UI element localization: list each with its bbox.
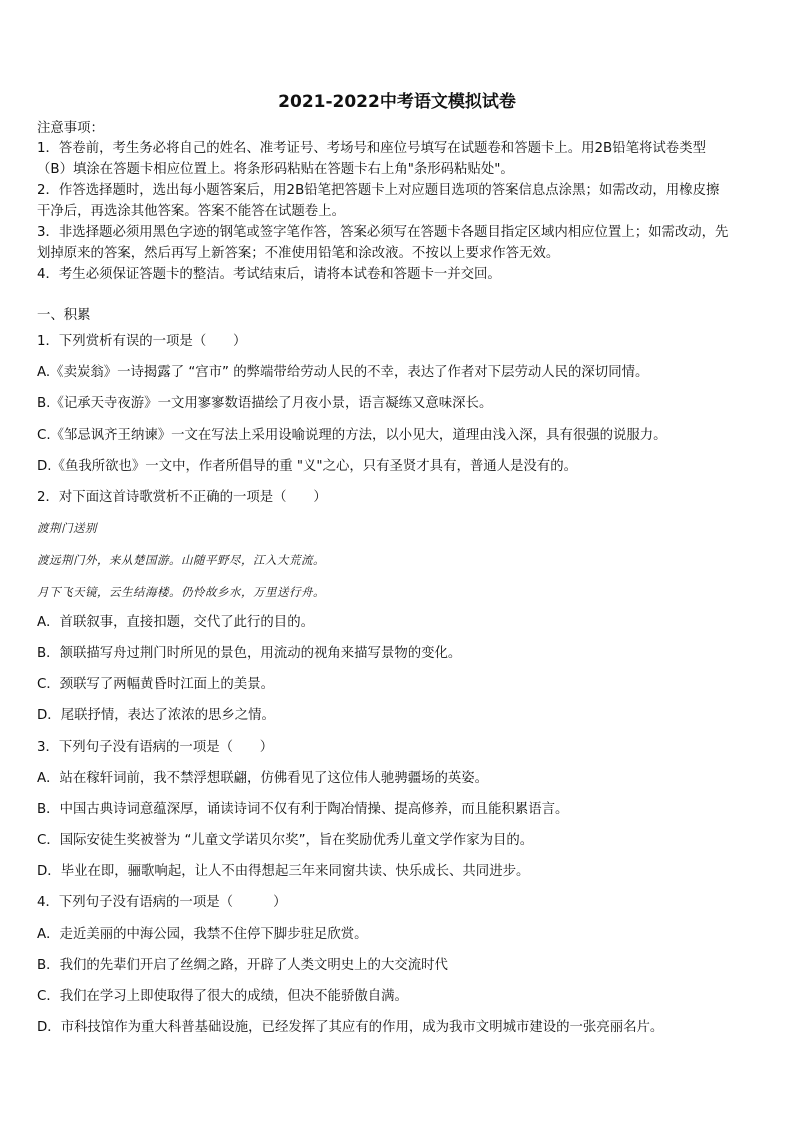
notice-line: 干净后，再选涂其他答案。答案不能答在试题卷上。	[37, 204, 345, 219]
notice-line: （B）填涂在答题卡相应位置上。将条形码粘贴在答题卡右上角"条形码粘贴处"。	[37, 162, 514, 177]
question-4-stem: 4．下列句子没有语病的一项是（ ）	[37, 895, 287, 910]
notice-line: 4．考生必须保证答题卡的整洁。考试结束后，请将本试卷和答题卡一并交回。	[37, 267, 501, 282]
question-4-option-a: A．走近美丽的中海公园，我禁不住停下脚步驻足欣赏。	[37, 927, 368, 942]
poem-line: 渡远荆门外，来从楚国游。山随平野尽，江入大荒流。	[37, 553, 325, 567]
notice-line: 3．非选择题必须用黑色字迹的钢笔或签字笔作答，答案必须写在答题卡各题目指定区域内相应位置上；如需改动，先	[37, 225, 729, 240]
notice-line: 1．答卷前，考生务必将自己的姓名、准考证号、考场号和座位号填写在试题卷和答题卡上。用2B铅笔将试卷类型	[37, 141, 706, 156]
question-1-option-d: D.《鱼我所欲也》一文中，作者所倡导的重 "义"之心，只有圣贤才具有，普通人是没有的。	[37, 459, 577, 474]
question-1-option-a: A.《卖炭翁》一诗揭露了 “宫市” 的弊端带给劳动人民的不幸，表达了作者对下层劳动人民的深切同情。	[37, 365, 649, 380]
question-3-option-b: B．中国古典诗词意蕴深厚，诵读诗词不仅有利于陶冶情操、提高修养，而且能积累语言。	[37, 802, 569, 817]
exam-title: 2021-2022中考语文模拟试卷	[278, 92, 516, 112]
question-1-option-c: C.《邹忌讽齐王纳谏》一文在写法上采用设喻说理的方法，以小见大，道理由浅入深，具有很强的说服力。	[37, 428, 667, 443]
poem-title: 渡荆门送别	[37, 521, 97, 535]
question-2-stem: 2．对下面这首诗歌赏析不正确的一项是（ ）	[37, 490, 327, 505]
section-heading: 一、积累	[37, 308, 91, 323]
question-4-option-d: D．市科技馆作为重大科普基础设施，已经发挥了其应有的作用，成为我市文明城市建设的一张亮丽名片。	[37, 1020, 664, 1035]
question-4-option-c: C．我们在学习上即使取得了很大的成绩，但决不能骄傲自满。	[37, 989, 408, 1004]
notice-heading: 注意事项：	[37, 121, 104, 136]
question-2-option-a: A．首联叙事，直接扣题，交代了此行的目的。	[37, 615, 314, 630]
poem-line: 月下飞天镜，云生结海楼。仍怜故乡水，万里送行舟。	[37, 585, 325, 599]
notice-line: 划掉原来的答案，然后再写上新答案；不准使用铅笔和涂改液。不按以上要求作答无效。	[37, 246, 560, 261]
question-3-stem: 3．下列句子没有语病的一项是（ ）	[37, 740, 274, 755]
question-1-stem: 1．下列赏析有误的一项是（ ）	[37, 334, 247, 349]
question-3-option-a: A．站在稼轩词前，我不禁浮想联翩，仿佛看见了这位伟人驰骋疆场的英姿。	[37, 771, 489, 786]
question-2-option-b: B．颔联描写舟过荆门时所见的景色，用流动的视角来描写景物的变化。	[37, 646, 462, 661]
question-3-option-d: D．毕业在即，骊歌响起，让人不由得想起三年来同窗共读、快乐成长、共同进步。	[37, 864, 530, 879]
question-2-option-c: C．颈联写了两幅黄昏时江面上的美景。	[37, 677, 274, 692]
question-2-option-d: D．尾联抒情，表达了浓浓的思乡之情。	[37, 708, 275, 723]
question-4-option-b: B．我们的先辈们开启了丝绸之路，开辟了人类文明史上的大交流时代	[37, 958, 448, 973]
notice-line: 2．作答选择题时，选出每小题答案后，用2B铅笔把答题卡上对应题目选项的答案信息点涂黑；如需改动，用橡皮擦	[37, 183, 720, 198]
question-3-option-c: C．国际安徒生奖被誉为 “儿童文学诺贝尔奖”，旨在奖励优秀儿童文学作家为目的。	[37, 833, 534, 848]
question-1-option-b: B.《记承天寺夜游》一文用寥寥数语描绘了月夜小景，语言凝练又意味深长。	[37, 396, 493, 411]
